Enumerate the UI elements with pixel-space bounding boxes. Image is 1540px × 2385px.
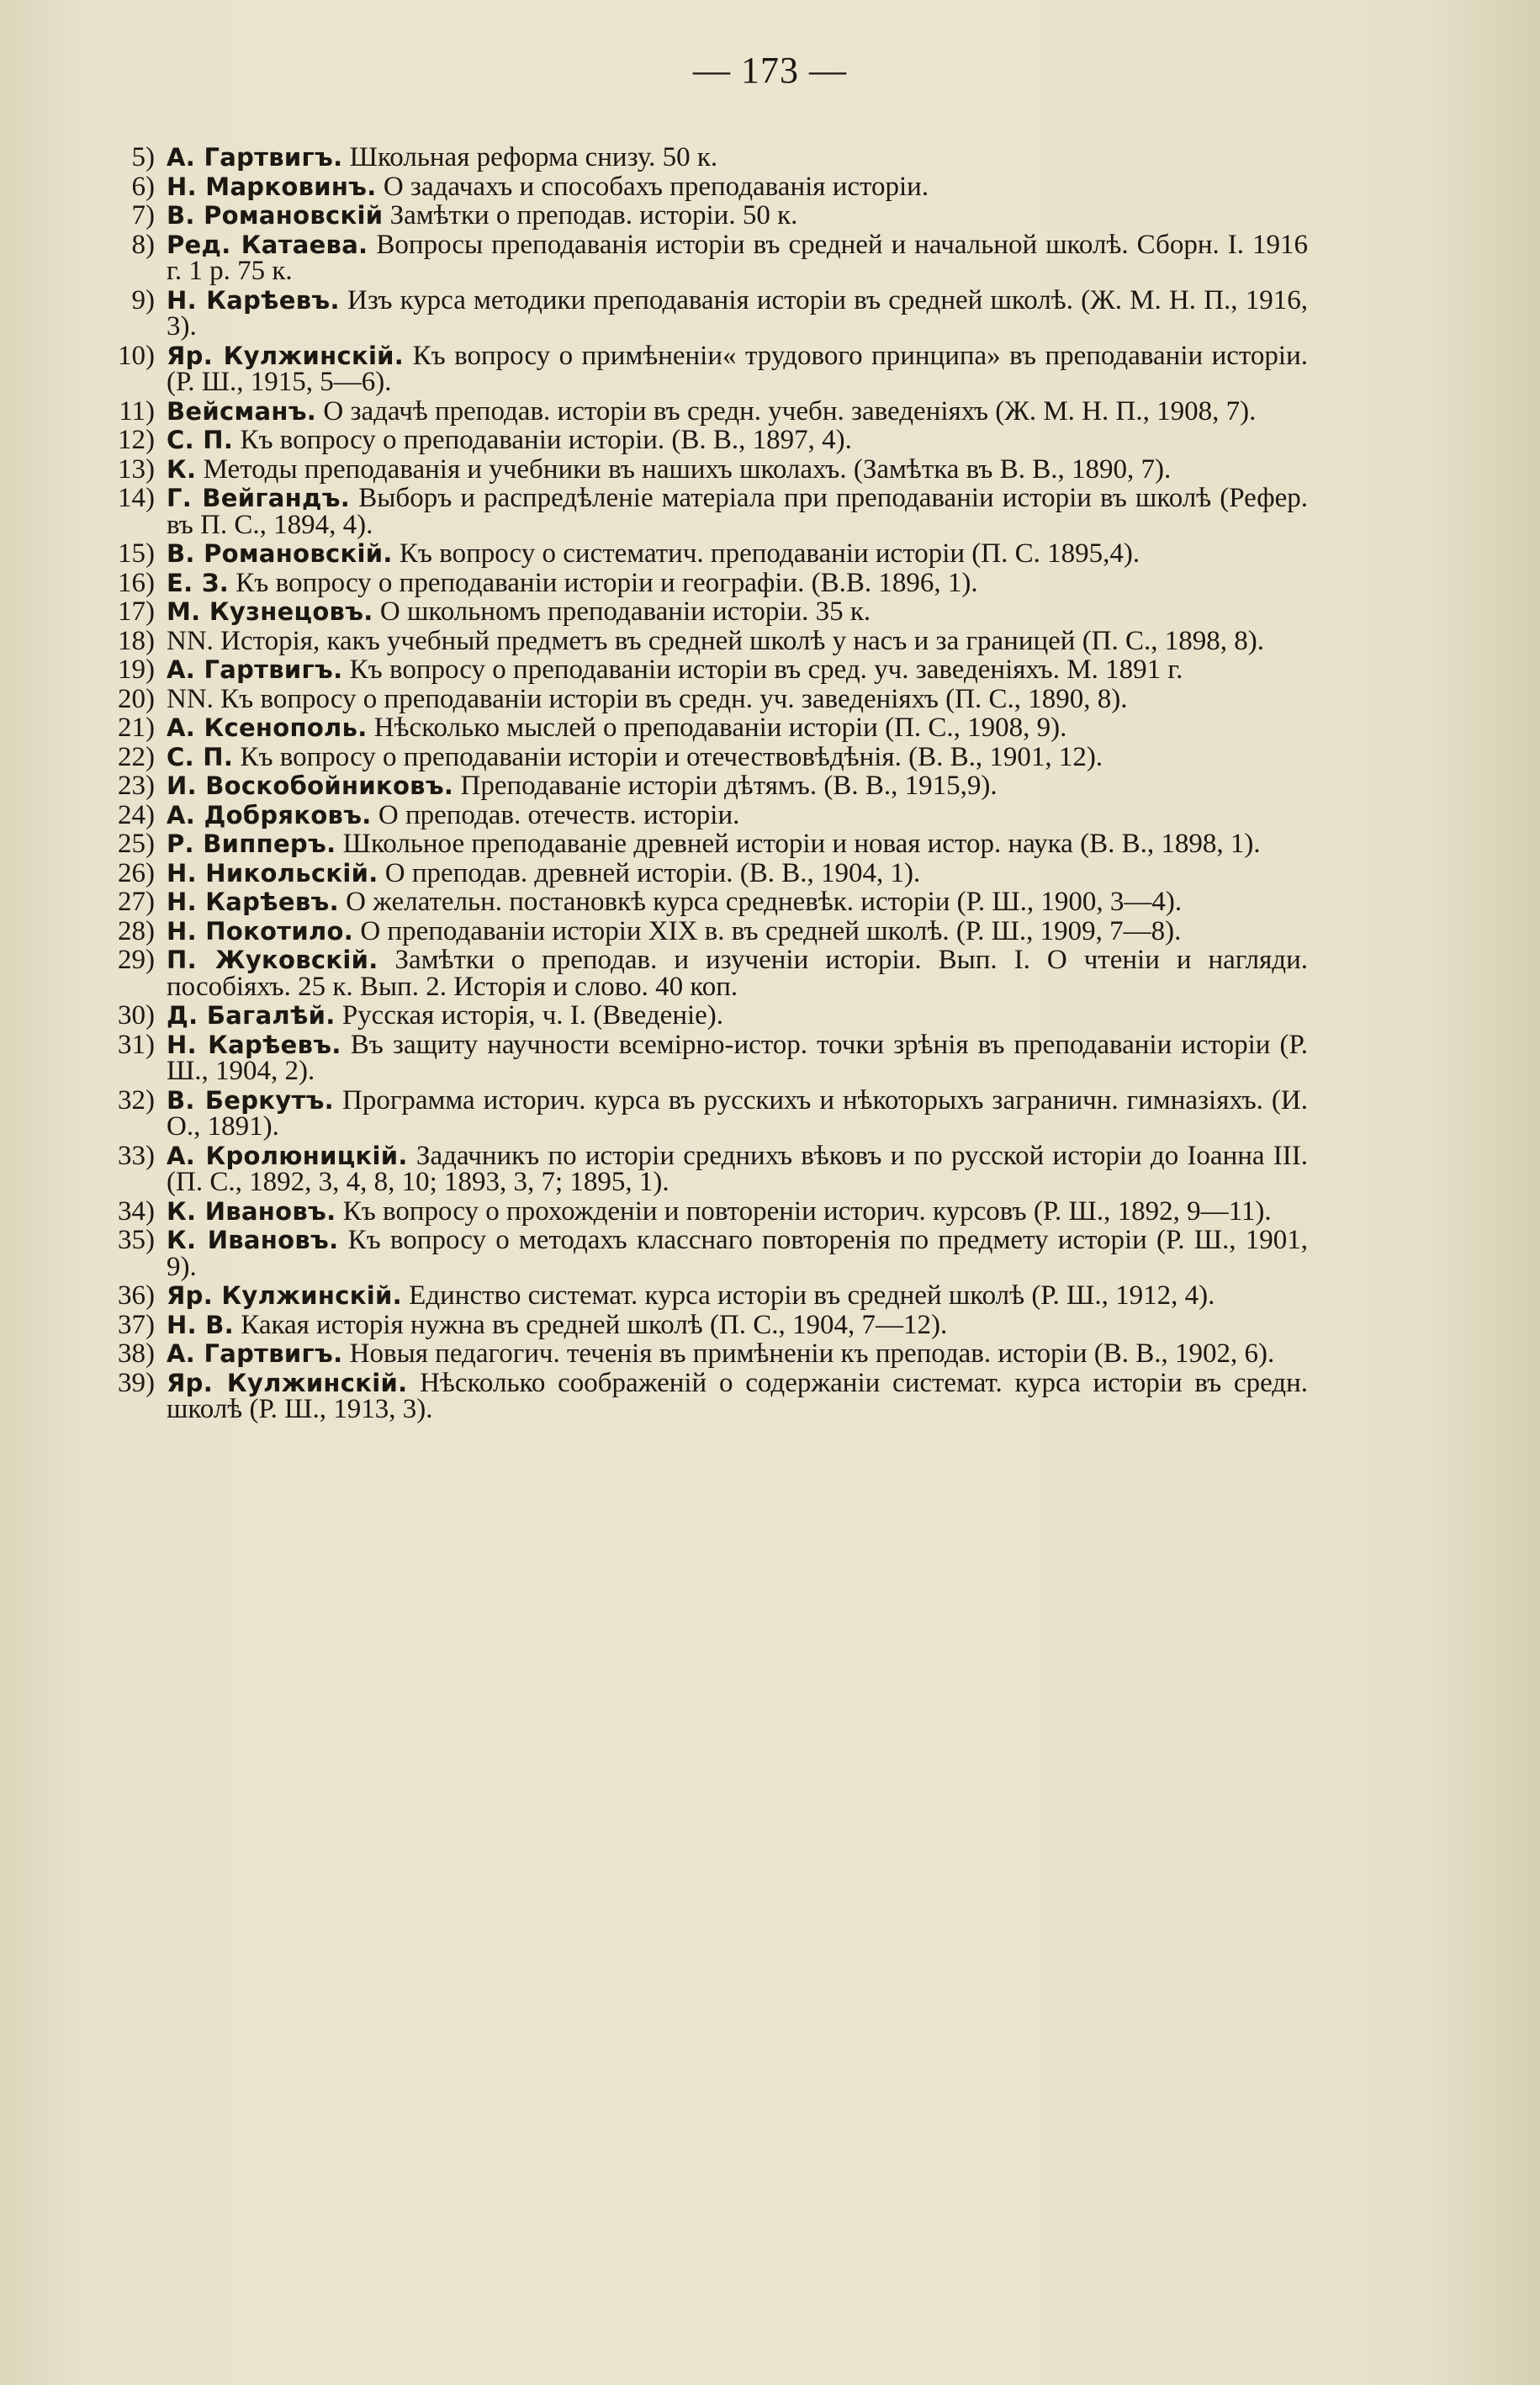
entry-number: 18) [118, 625, 155, 656]
entry-text: Къ вопросу о преподаваніи исторіи и географіи. (В.В. 1896, 1). [229, 567, 978, 598]
entry-body [167, 915, 1308, 946]
entry-number: 13) [118, 453, 155, 485]
entry-author: Г. Вейгандъ. [167, 484, 351, 512]
entry-text: Выборъ и распредѣленіе матеріала при преподаваніи исторіи въ школѣ (Рефер. въ П. С., 1894, 4). [167, 483, 1308, 540]
bibliography-entry [76, 395, 1308, 427]
bibliography-entry [76, 538, 1308, 569]
entry-number: 6) [131, 171, 155, 202]
entry-text: Программа историч. курса въ русскихъ и нѣкоторыхъ заграничн. гимназіяхъ. (И. О., 1891). [167, 1084, 1308, 1142]
entry-author: А. Добряковъ. [167, 800, 372, 829]
entry-text: Школьное преподаваніе древней исторіи и новая истор. наука (В. В., 1898, 1). [336, 829, 1261, 859]
entry-text: О задачахъ и способахъ преподаванія исторіи. [376, 171, 929, 202]
entry-body [167, 799, 1308, 830]
entry-author: В. Беркутъ. [167, 1085, 334, 1115]
entry-number: 29) [118, 945, 155, 975]
entry-body [167, 1309, 1308, 1340]
entry-number: 33) [118, 1140, 155, 1171]
bibliography-entry [76, 889, 1308, 916]
entry-text: Методы преподаванія и учебники въ нашихъ школахъ. (Замѣтка въ В. В., 1890, 7). [196, 453, 1172, 485]
bibliography-list [76, 142, 1309, 1426]
bibliography-entry [76, 340, 1308, 397]
entry-author: Яр. Кулжинскій. [167, 1281, 402, 1310]
entry-body [167, 1029, 1308, 1086]
entry-body [167, 1084, 1308, 1142]
entry-number: 17) [118, 596, 155, 627]
entry-number: 34) [118, 1195, 155, 1227]
bibliography-entry [76, 427, 1308, 454]
bibliography-entry [76, 857, 1308, 888]
entry-text: О преподаваніи исторіи XIX в. въ средней школѣ. (Р. Ш., 1909, 7—8). [353, 915, 1182, 946]
entry-author: Яр. Кулжинскій. [167, 1368, 408, 1397]
entry-number: 7) [131, 200, 155, 231]
entry-body [167, 453, 1308, 485]
entry-number: 15) [118, 538, 155, 569]
entry-author: Д. Багалѣй. [167, 1001, 336, 1030]
entry-body [167, 683, 1308, 714]
entry-body [167, 773, 1308, 800]
entry-author: В. Романовскій. [167, 539, 393, 568]
entry-text: Задачникъ по исторіи среднихъ вѣковъ и по русской исторіи до Іоанна III. (П. С., 1892, 3, 4, 8, 10; 1893, 3, 7; 1895, 1). [167, 1140, 1309, 1197]
bibliography-entry [76, 200, 1308, 231]
bibliography-entry [76, 1084, 1308, 1142]
bibliography-entry [76, 1338, 1308, 1369]
entry-author: В. Романовскій [167, 201, 384, 230]
entry-body [167, 142, 1308, 172]
entry-author: Н. Карѣевъ. [167, 285, 340, 315]
entry-number: 16) [118, 567, 155, 598]
entry-author: Вейсманъ. [167, 396, 317, 426]
entry-text: О преподав. отечеств. исторіи. [371, 799, 740, 830]
entry-text: О преподав. древней исторіи. (В. В., 1904, 1). [378, 857, 921, 888]
bibliography-entry [76, 683, 1308, 714]
entry-body [167, 741, 1308, 772]
entry-text: Къ вопросу о прохожденіи и повтореніи историч. курсовъ (Р. Ш., 1892, 9—11). [336, 1195, 1272, 1227]
entry-body [167, 171, 1308, 202]
entry-author: Н. Карѣевъ. [167, 888, 339, 916]
entry-body [167, 625, 1308, 656]
entry-body [167, 831, 1308, 858]
bibliography-entry [76, 1029, 1308, 1086]
entry-body [167, 200, 1308, 231]
entry-number: 31) [118, 1029, 155, 1060]
entry-number: 12) [118, 425, 155, 455]
entry-author: А. Гартвигъ. [167, 655, 343, 684]
entry-author: Е. З. [167, 568, 230, 597]
entry-author: Н. Марковинъ. [167, 172, 377, 201]
entry-text: О желательн. постановкѣ курса средневѣк. исторіи (Р. Ш., 1900, 3—4). [338, 887, 1183, 917]
entry-author: Ред. Катаева. [167, 230, 368, 259]
entry-author: М. Кузнецовъ. [167, 597, 373, 626]
entry-text: Новыя педагогич. теченія въ примѣненіи къ преподав. исторіи (В. В., 1902, 6). [342, 1338, 1275, 1369]
entry-number: 27) [118, 887, 155, 917]
bibliography-entry [76, 596, 1308, 627]
entry-text: Къ вопросу о методахъ класснаго повторенія по предмету исторіи (Р. Ш., 1901, 9). [167, 1225, 1308, 1282]
entry-body [167, 538, 1308, 569]
entry-number: 22) [118, 741, 155, 772]
entry-author: С. П. [167, 426, 234, 454]
bibliography-entry [76, 171, 1308, 202]
entry-number: 32) [118, 1084, 155, 1116]
entry-author: С. П. [167, 742, 234, 771]
entry-text: Къ вопросу о систематич. преподаваніи исторіи (П. С. 1895,4). [392, 538, 1140, 569]
entry-text: Изъ курса методики преподаванія исторіи въ средней школѣ. (Ж. М. Н. П., 1916, 3). [167, 284, 1308, 342]
bibliography-entry [76, 799, 1308, 830]
bibliography-entry [76, 284, 1308, 342]
entry-author: А. Ксенополь. [167, 713, 368, 742]
entry-body [167, 1140, 1309, 1197]
bibliography-entry [76, 1367, 1308, 1424]
entry-number: 38) [118, 1338, 155, 1369]
entry-body [167, 1338, 1308, 1369]
bibliography-entry [76, 229, 1309, 286]
entry-number: 26) [118, 857, 155, 888]
entry-body [167, 1367, 1308, 1424]
bibliography-entry [76, 715, 1308, 742]
bibliography-entry [76, 453, 1308, 485]
bibliography-entry [76, 1000, 1308, 1031]
bibliography-entry [76, 831, 1308, 858]
entry-text: Замѣтки о преподав. и изученіи исторіи. Вып. I. О чтеніи и нагляди. пособіяхъ. 25 к. Вып. 2. Исторія и слово. 40 коп. [167, 945, 1308, 1002]
entry-body [167, 567, 1308, 598]
entry-text: Нѣсколько соображеній о содержаніи системат. курса исторіи въ средн. школѣ (Р. Ш., 1913, 3). [167, 1367, 1308, 1424]
entry-number: 10) [118, 340, 155, 371]
bibliography-entry [76, 1140, 1309, 1197]
entry-body [167, 229, 1309, 286]
entry-body [167, 596, 1308, 627]
entry-author: Н. В. [167, 1310, 235, 1339]
entry-body [167, 340, 1308, 397]
entry-body [167, 1227, 1308, 1280]
entry-author: К. Ивановъ. [167, 1196, 336, 1226]
bibliography-entry [76, 625, 1308, 656]
entry-text: Единство системат. курса исторіи въ средней школѣ (Р. Ш., 1912, 4). [401, 1280, 1215, 1311]
entry-number: 25) [118, 829, 155, 859]
entry-text: Какая исторія нужна въ средней школѣ (П. С., 1904, 7—12). [234, 1309, 948, 1340]
entry-author: А. Кролюницкій. [167, 1141, 408, 1170]
entry-number: 8) [131, 229, 155, 260]
entry-number: 24) [118, 799, 155, 830]
entry-number: 39) [118, 1367, 155, 1398]
entry-body [167, 947, 1308, 1000]
bibliography-entry [76, 1280, 1308, 1311]
entry-text: Русская исторія, ч. I. (Введеніе). [335, 1000, 724, 1031]
entry-text: О школьномъ преподаваніи исторіи. 35 к. [373, 596, 871, 627]
entry-body [167, 889, 1308, 916]
entry-author: Н. Карѣевъ. [167, 1030, 341, 1059]
bibliography-entry [76, 1309, 1308, 1340]
bibliography-entry [76, 1227, 1308, 1280]
entry-number: 28) [118, 915, 155, 946]
entry-author: Яр. Кулжинскій. [167, 341, 405, 370]
entry-author: П. Жуковскій. [167, 946, 378, 974]
entry-number: 21) [118, 713, 155, 743]
entry-body [167, 657, 1308, 684]
entry-text: Замѣтки о преподав. исторіи. 50 к. [383, 200, 798, 231]
entry-author: И. Воскобойниковъ. [167, 771, 454, 800]
entry-body [167, 1195, 1308, 1227]
entry-body [167, 1280, 1308, 1311]
entry-number: 30) [118, 1000, 155, 1031]
page-number: — 173 — [693, 50, 847, 91]
entry-body [167, 485, 1308, 538]
entry-number: 23) [118, 771, 155, 801]
bibliography-entry [76, 741, 1308, 772]
entry-author: Н. Никольскій. [167, 858, 378, 888]
bibliography-entry [76, 567, 1308, 598]
entry-text: Къ вопросу о примѣненіи« трудового принципа» въ преподаваніи исторіи. (Р. Ш., 1915, 5—6). [167, 340, 1308, 397]
entry-text: Къ вопросу о преподаваніи исторіи. (В. В., 1897, 4). [233, 425, 852, 455]
entry-body [167, 284, 1308, 342]
bibliography-entry [76, 657, 1308, 684]
entry-number: 20) [118, 683, 155, 714]
entry-number: 36) [118, 1280, 155, 1311]
entry-number: 11) [119, 395, 155, 427]
bibliography-entry [76, 142, 1308, 172]
entry-number: 37) [118, 1309, 155, 1340]
entry-text: Нѣсколько мыслей о преподаваніи исторіи (П. С., 1908, 9). [367, 713, 1067, 743]
bibliography-entry [76, 915, 1308, 946]
entry-text: Преподаваніе исторіи дѣтямъ. (В. В., 1915,9). [453, 771, 998, 801]
bibliography-entry [76, 485, 1308, 538]
entry-body [167, 395, 1308, 427]
entry-text: Вопросы преподаванія исторіи въ средней и начальной школѣ. Сборн. I. 1916 г. 1 р. 75 к. [167, 229, 1309, 286]
entry-number: 35) [118, 1225, 155, 1255]
entry-text: Школьная реформа снизу. 50 к. [342, 142, 718, 172]
entry-text: Къ вопросу о преподаваніи исторіи и отечествовѣдѣнія. (В. В., 1901, 12). [233, 741, 1103, 772]
entry-number: 5) [131, 142, 155, 172]
entry-number: 14) [118, 483, 155, 513]
entry-number: 9) [131, 284, 155, 315]
entry-text: NN. Къ вопросу о преподаваніи исторіи въ средн. уч. заведеніяхъ (П. С., 1890, 8). [167, 683, 1128, 714]
entry-body [167, 715, 1308, 742]
entry-number: 19) [118, 655, 155, 685]
bibliography-entry [76, 1195, 1308, 1227]
entry-author: А. Гартвигъ. [167, 1339, 343, 1368]
entry-text: Въ защиту научности всемірно-истор. точки зрѣнія въ преподаваніи исторіи (Р. Ш., 1904, 2). [167, 1029, 1308, 1086]
entry-text: Къ вопросу о преподаваніи исторіи въ сред. уч. заведеніяхъ. М. 1891 г. [342, 655, 1183, 685]
bibliography-entry [76, 773, 1308, 800]
entry-author: К. [167, 454, 197, 484]
entry-body [167, 427, 1308, 454]
entry-body [167, 1000, 1308, 1031]
entry-body [167, 857, 1308, 888]
entry-author: Р. Випперъ. [167, 829, 336, 858]
entry-text: О задачѣ преподав. исторіи въ средн. учебн. заведеніяхъ (Ж. М. Н. П., 1908, 7). [316, 395, 1257, 427]
bibliography-entry [76, 947, 1308, 1000]
entry-text: NN. Исторія, какъ учебный предметъ въ средней школѣ у насъ и за границей (П. С., 1898, 8). [167, 625, 1265, 656]
entry-author: К. Ивановъ. [167, 1226, 339, 1254]
entry-author: Н. Покотило. [167, 916, 354, 946]
entry-author: А. Гартвигъ. [167, 143, 343, 172]
